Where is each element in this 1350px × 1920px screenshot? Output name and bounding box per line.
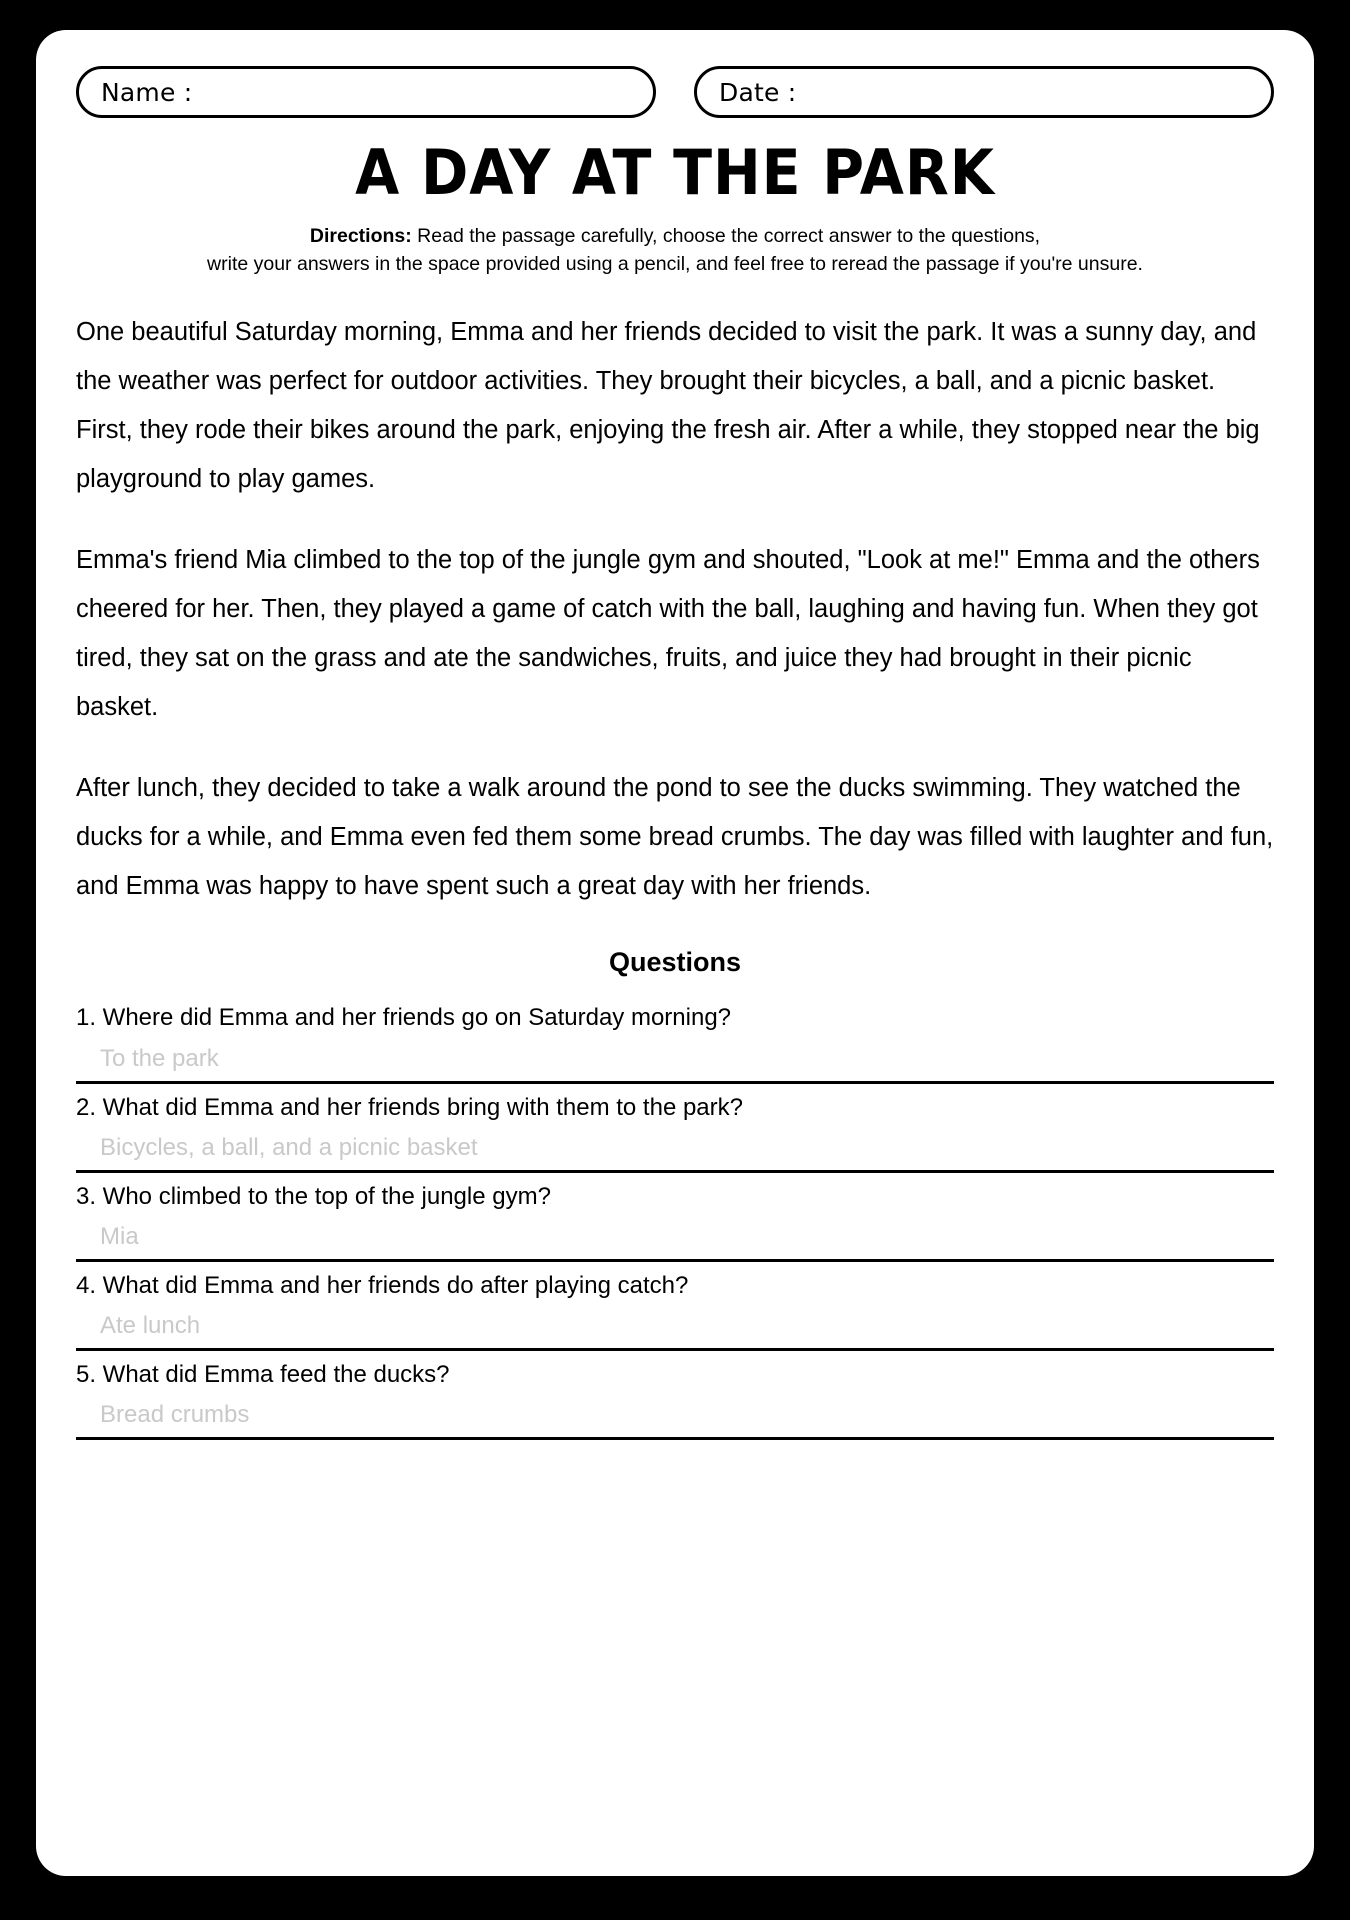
worksheet-header [76, 66, 1274, 118]
question-item [76, 994, 1274, 1083]
passage-paragraph: One beautiful Saturday morning, Emma and her friends decided to visit the park. It was a sunny day, and the weather was perfect for outdoor activities. They brought their bicycles, a ball, and a picnic basket. First, they rode their bikes around the park, enjoying the fresh air. After a while, they stopped near the big playground to play games. [76, 318, 1260, 494]
directions-label: Directions: [309, 225, 412, 248]
answer-text[interactable]: Bread crumbs [100, 1401, 250, 1429]
directions-block [76, 223, 1274, 278]
answer-text[interactable]: To the park [100, 1044, 219, 1072]
answer-text[interactable]: Ate lunch [100, 1312, 201, 1340]
question-item [76, 1262, 1274, 1351]
directions-line-2: write your answers in the space provided using a pencil, and feel free to reread the passage if you're unsure. [207, 252, 1143, 275]
questions-heading: Questions [608, 947, 742, 978]
date-label: Date : [719, 77, 797, 107]
questions-list [76, 994, 1274, 1440]
question-item [76, 1084, 1274, 1173]
reading-passage [76, 308, 1274, 911]
directions-line-1: Read the passage carefully, choose the correct answer to the questions, [411, 225, 1041, 248]
passage-paragraph: Emma's friend Mia climbed to the top of the jungle gym and shouted, "Look at me!" Emma and the others cheered for her. Then, they played a game of catch with the ball, laughing and having fun. When they got tired, they sat on the grass and ate the sandwiches, fruits, and juice they had brought in their picnic basket. [76, 546, 1260, 722]
answer-line[interactable] [76, 1305, 1274, 1351]
answer-line[interactable] [76, 1394, 1274, 1440]
answer-line[interactable] [76, 1038, 1274, 1084]
page-title: A DAY AT THE PARK [355, 136, 995, 209]
name-field[interactable] [76, 66, 656, 118]
question-text: 1. Where did Emma and her friends go on Saturday morning? [76, 1004, 732, 1032]
worksheet-page [36, 30, 1314, 1876]
answer-line[interactable] [76, 1216, 1274, 1262]
date-input[interactable] [796, 69, 1271, 115]
question-text: 2. What did Emma and her friends bring with them to the park? [76, 1093, 743, 1121]
question-text: 4. What did Emma and her friends do after playing catch? [76, 1272, 689, 1300]
date-field[interactable] [694, 66, 1274, 118]
name-input[interactable] [192, 69, 653, 115]
question-item [76, 1173, 1274, 1262]
question-item [76, 1351, 1274, 1440]
name-label: Name : [101, 77, 193, 107]
answer-line[interactable] [76, 1127, 1274, 1173]
question-text: 3. Who climbed to the top of the jungle gym? [76, 1182, 551, 1210]
question-text: 5. What did Emma feed the ducks? [76, 1361, 450, 1389]
passage-paragraph: After lunch, they decided to take a walk around the pond to see the ducks swimming. They watched the ducks for a while, and Emma even fed them some bread crumbs. The day was filled with laughter and fun, and Emma was happy to have spent such a great day with her friends. [76, 774, 1274, 901]
answer-text[interactable]: Bicycles, a ball, and a picnic basket [100, 1133, 478, 1161]
answer-text[interactable]: Mia [100, 1223, 139, 1251]
